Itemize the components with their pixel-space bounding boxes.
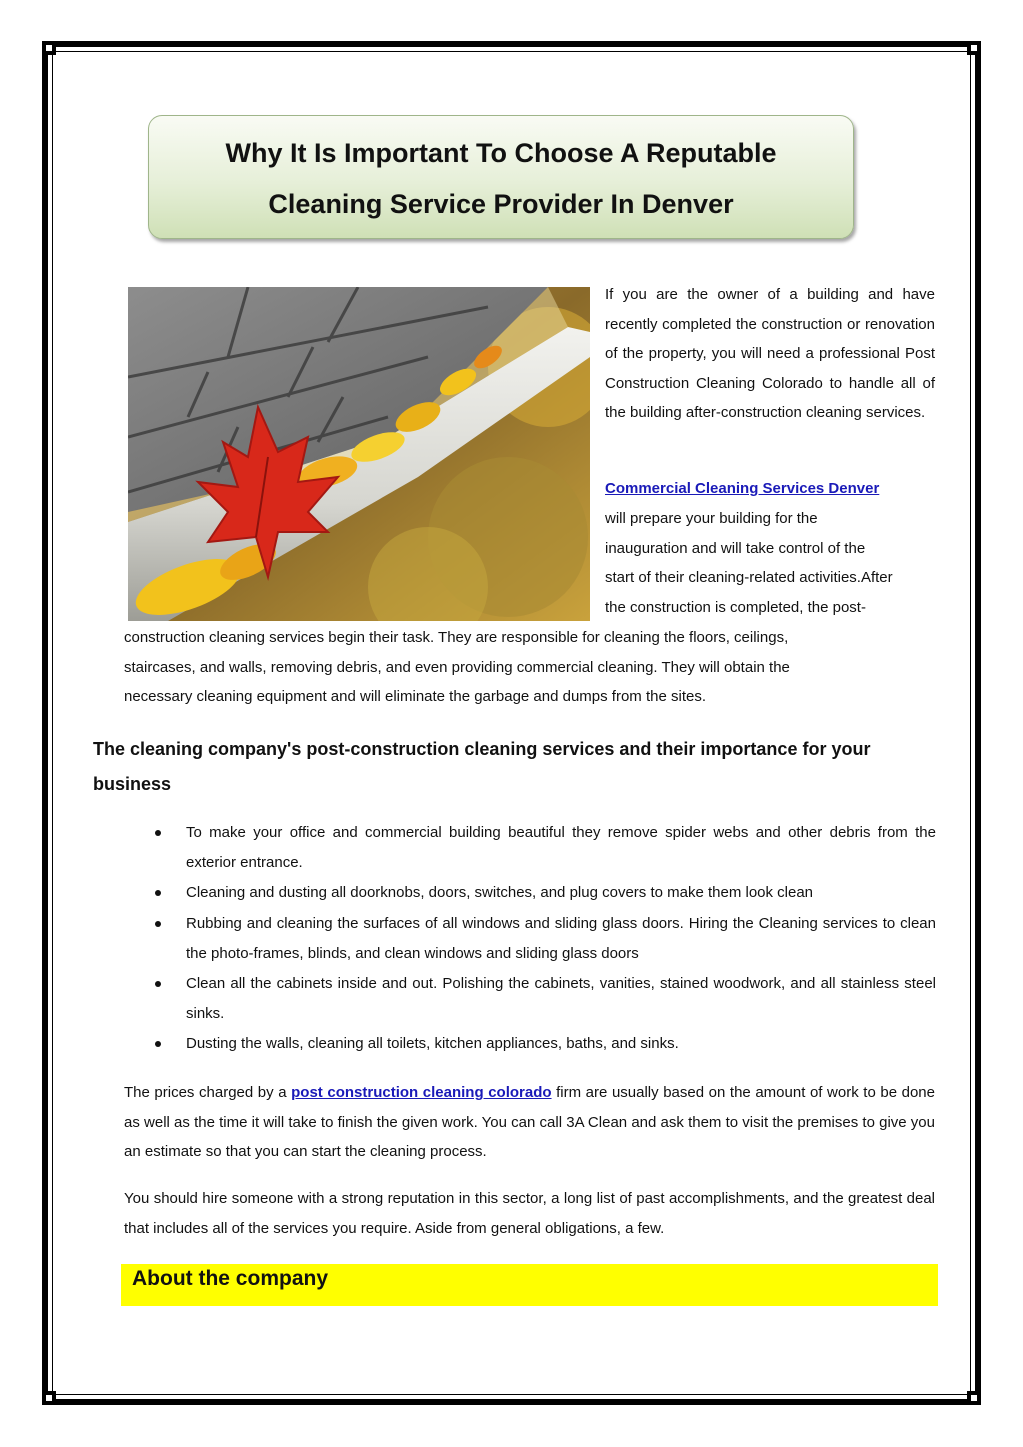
border-corner [42, 41, 56, 55]
list-item-text: Cleaning and dusting all doorknobs, doors, switches, and plug covers to make them look clean [186, 884, 814, 902]
page-title [149, 116, 853, 230]
list-item-text: To make your office and commercial building beautiful they remove spider webs and other debris from the exterior entrance. [186, 824, 936, 872]
list-item-text: Clean all the cabinets inside and out. Polishing the cabinets, vanities, stained woodwork, and all stainless steel sinks. [186, 975, 936, 1023]
border-corner [967, 1391, 981, 1405]
bullet-icon [155, 981, 161, 987]
para2-line: the construction is completed, the post- [605, 598, 866, 616]
prices-text-start: The prices charged by a [124, 1084, 292, 1101]
list-item [155, 818, 936, 878]
bullet-icon [155, 830, 161, 836]
hire-paragraph: You should hire someone with a strong reputation in this sector, a long list of past accomplishments, and the greatest deal that includes all of the services you require. Aside from general obligations, a few. [124, 1190, 935, 1237]
gutter-leaves-photo [128, 287, 590, 621]
post-construction-link[interactable]: post construction cleaning colorado [291, 1084, 552, 1101]
intro-paragraph: If you are the owner of a building and have recently completed the construction or renovation of the property, you will need a professional Post Construction Cleaning Colorado to handle all of the building after-construction cleaning services. [605, 286, 935, 422]
list-item-text: Rubbing and cleaning the surfaces of all windows and sliding glass doors. Hiring the Cleaning services to clean the photo-frames, blinds, and clean windows and sliding glass doors [186, 914, 936, 962]
para2-line: staircases, and walls, removing debris, and even providing commercial cleaning. They will obtain the [124, 658, 790, 676]
bullet-icon [155, 890, 161, 896]
title-banner [148, 115, 854, 239]
link-line [605, 474, 935, 504]
list-item [155, 878, 936, 908]
section-heading: The cleaning company's post-construction cleaning services and their importance for your business [93, 739, 871, 794]
para2-line: inauguration and will take control of the [605, 539, 866, 557]
prices-paragraph [124, 1078, 935, 1167]
para2-line: start of their cleaning-related activities.After [605, 569, 893, 587]
bullet-icon [155, 921, 161, 927]
list-item-text: Dusting the walls, cleaning all toilets, kitchen appliances, baths, and sinks. [186, 1035, 679, 1053]
title-line-1: Why It Is Important To Choose A Reputable [225, 138, 777, 168]
list-item [155, 969, 936, 1029]
prices-text-end: firm are usually based on the amount of work to be done as well as the time it will take to finish the given work. You can call 3A Clean and ask them to visit the premises to give you an estimate so that you can start the cleaning process. [124, 1084, 935, 1161]
para2-line: will prepare your building for the [605, 510, 818, 527]
border-corner [42, 1391, 56, 1405]
commercial-cleaning-link[interactable]: Commercial Cleaning Services Denver [605, 480, 880, 497]
para2-full-width [124, 623, 939, 712]
para2-line: necessary cleaning equipment and will eliminate the garbage and dumps from the sites. [124, 688, 706, 706]
list-item [155, 909, 936, 969]
title-line-2: Cleaning Service Provider In Denver [268, 189, 734, 219]
list-item [155, 1029, 936, 1059]
para2-right-column [605, 504, 940, 622]
bullet-icon [155, 1041, 161, 1047]
border-corner [967, 41, 981, 55]
services-list [155, 818, 936, 1060]
para2-line: construction cleaning services begin their task. They are responsible for cleaning the floors, ceilings, [124, 629, 789, 646]
about-company-heading: About the company [121, 1264, 938, 1306]
